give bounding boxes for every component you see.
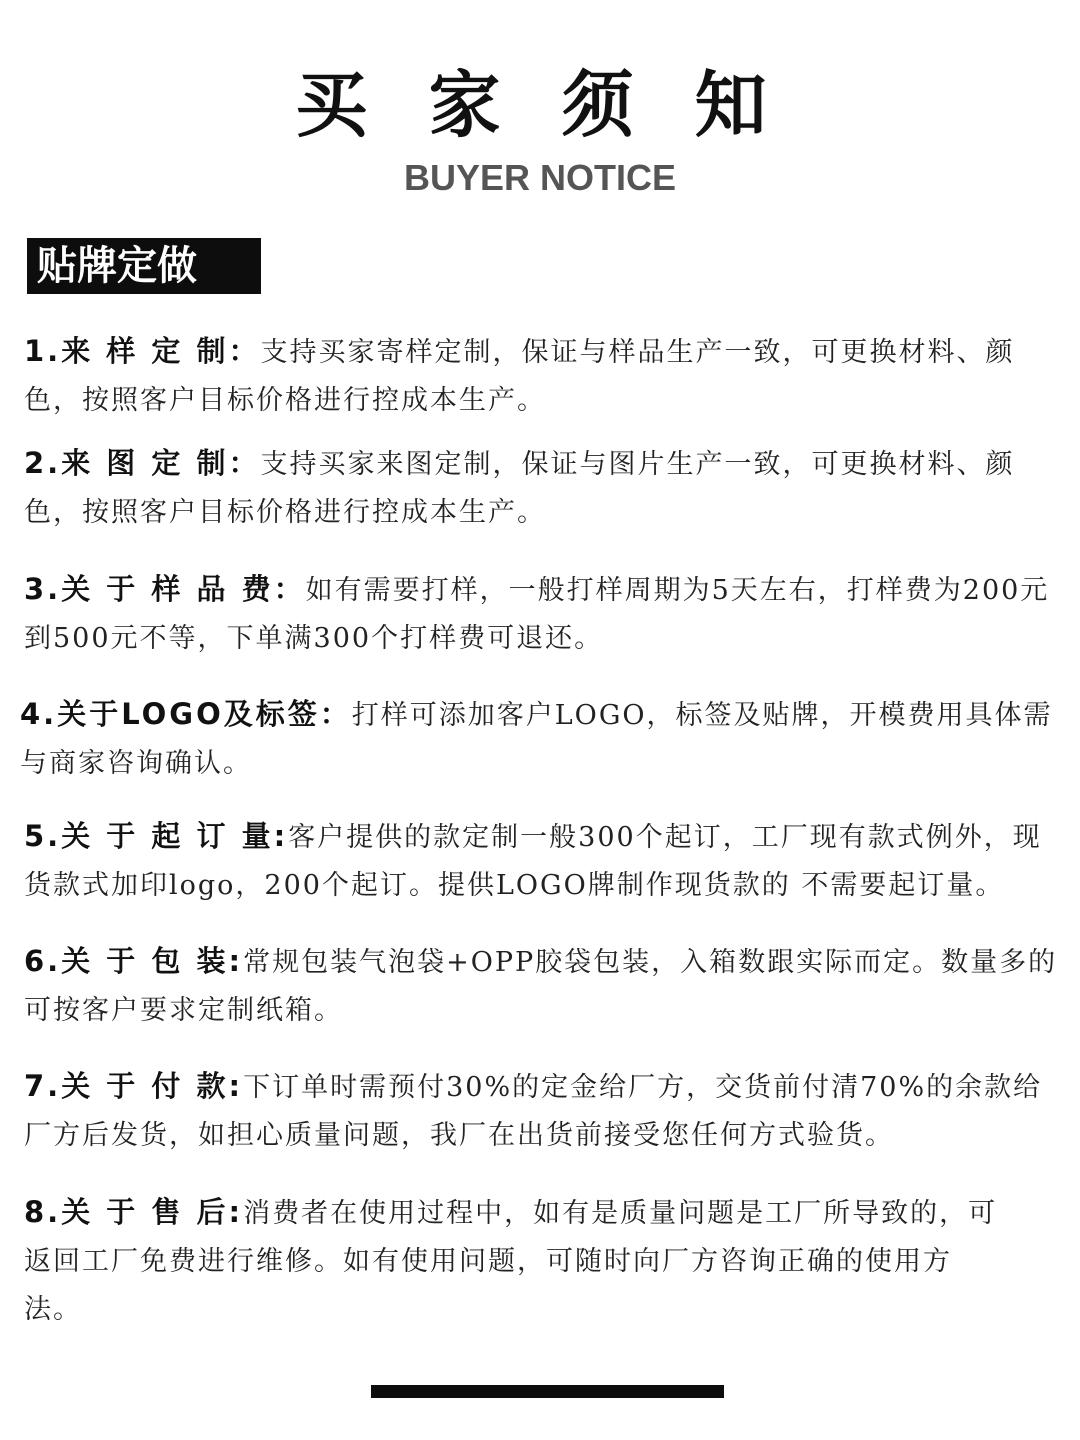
notice-item-heading: 4.关于LOGO及标签： [20,697,352,731]
notice-item-heading: 5.关 于 起 订 量: [24,819,289,853]
notice-item-heading: 1.来 样 定 制： [24,334,261,368]
notice-item-logo-labels [20,690,1060,788]
notice-item-heading: 7.关 于 付 款: [24,1069,244,1103]
notice-item-payment [24,1062,1064,1160]
notice-item-text: 支持买家来图定制，保证与图片生产一致，可更换材料、颜色，按照客户目标价格进行控成本生产。 [24,449,1015,528]
notice-item-heading: 8.关 于 售 后: [24,1195,244,1229]
notice-item-minimum-order [24,812,1064,910]
notice-item-text: 消费者在使用过程中，如有是质量问题是工厂所导致的，可返回工厂免费进行维修。如有使用问题，可随时向厂方咨询正确的使用方法。 [24,1198,998,1325]
notice-item-packaging [24,937,1064,1035]
notice-item-heading: 6.关 于 包 装: [24,944,244,978]
bottom-divider-bar [371,1385,724,1398]
page-subtitle: BUYER NOTICE [403,157,677,198]
notice-item-heading: 2.来 图 定 制： [24,446,261,480]
notice-item-image-customization [24,439,1064,537]
notice-item-text: 如有需要打样，一般打样周期为5天左右，打样费为200元到500元不等，下单满300个打样费可退还。 [24,575,1050,654]
notice-item-sample-customization [24,327,1064,425]
page-title: 买 家 须 知 [295,63,785,147]
notice-item-after-sales [24,1188,1004,1334]
notice-item-text: 客户提供的款定制一般300个起订，工厂现有款式例外，现货款式加印logo，200个起订。提供LOGO牌制作现货款的 不需要起订量。 [24,822,1042,901]
notice-item-text: 打样可添加客户LOGO，标签及贴牌，开模费用具体需与商家咨询确认。 [20,700,1053,779]
section-label: 贴牌定做 [27,238,261,294]
notice-item-text: 支持买家寄样定制，保证与样品生产一致，可更换材料、颜色，按照客户目标价格进行控成本生产。 [24,337,1015,416]
notice-item-text: 下订单时需预付30%的定金给厂方，交货前付清70%的余款给厂方后发货，如担心质量问题，我厂在出货前接受您任何方式验货。 [24,1072,1043,1151]
notice-item-heading: 3.关 于 样 品 费： [24,572,306,606]
notice-item-sample-fee [24,565,1064,663]
notice-item-text: 常规包装气泡袋+OPP胶袋包装，入箱数跟实际而定。数量多的可按客户要求定制纸箱。 [24,947,1058,1026]
